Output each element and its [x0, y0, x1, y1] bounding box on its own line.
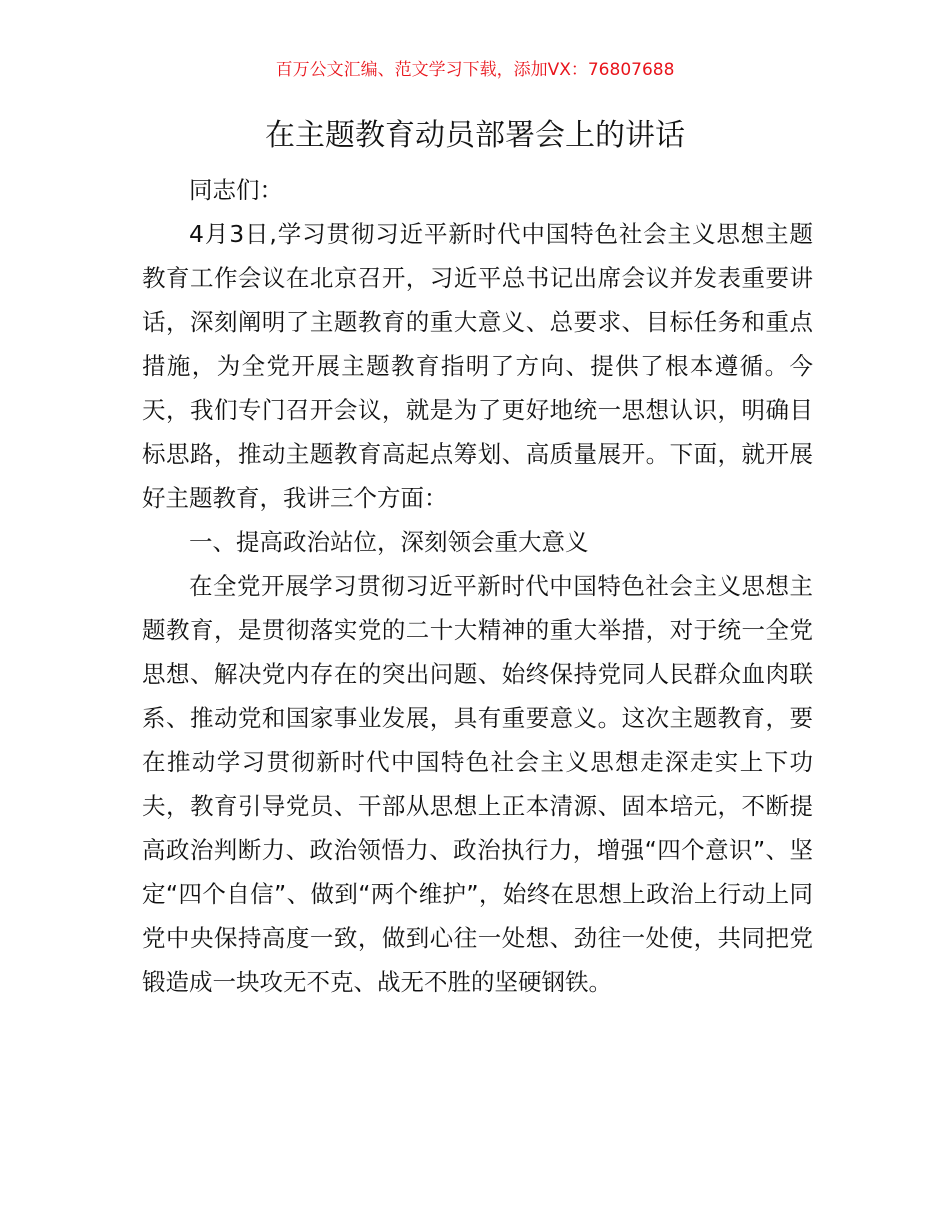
page-title: 在主题教育动员部署会上的讲话 [265, 118, 685, 153]
salutation: 同志们： [189, 176, 283, 204]
body-paragraph-intro: 4月3日,学习贯彻习近平新时代中国特色社会主义思想主题教育工作会议在北京召开，习近平总书记出席会议并发表重要讲话，深刻阐明了主题教育的重大意义、总要求、目标任务和重点措施，为全党开展主题教育指明了方向、提供了根本遵循。今天，我们专门召开会议，就是为了更好地统一思想认识，明确目标思路，推动主题教育高起点筹划、高质量展开。下面，就开展好主题教育，我讲三个方面： [142, 220, 813, 512]
body-paragraph-section-1: 在全党开展学习贯彻习近平新时代中国特色社会主义思想主题教育，是贯彻落实党的二十大精神的重大举措，对于统一全党思想、解决党内存在的突出问题、始终保持党同人民群众血肉联系、推动党和国家事业发展，具有重要意义。这次主题教育，要在推动学习贯彻新时代中国特色社会主义思想走深走实上下功夫，教育引导党员、干部从思想上正本清源、固本培元，不断提高政治判断力、政治领悟力、政治执行力，增强“四个意识”、坚定“四个自信”、做到“两个维护”，始终在思想上政治上行动上同党中央保持高度一致，做到心往一处想、劲往一处使，共同把党锻造成一块攻无不克、战无不胜的坚硬钢铁。 [142, 572, 813, 996]
header-watermark-note: 百万公文汇编、范文学习下载，添加VX：76807688 [275, 60, 675, 80]
document-body [142, 168, 813, 1004]
section-heading-1: 一、提高政治站位，深刻领会重大意义 [189, 528, 589, 556]
